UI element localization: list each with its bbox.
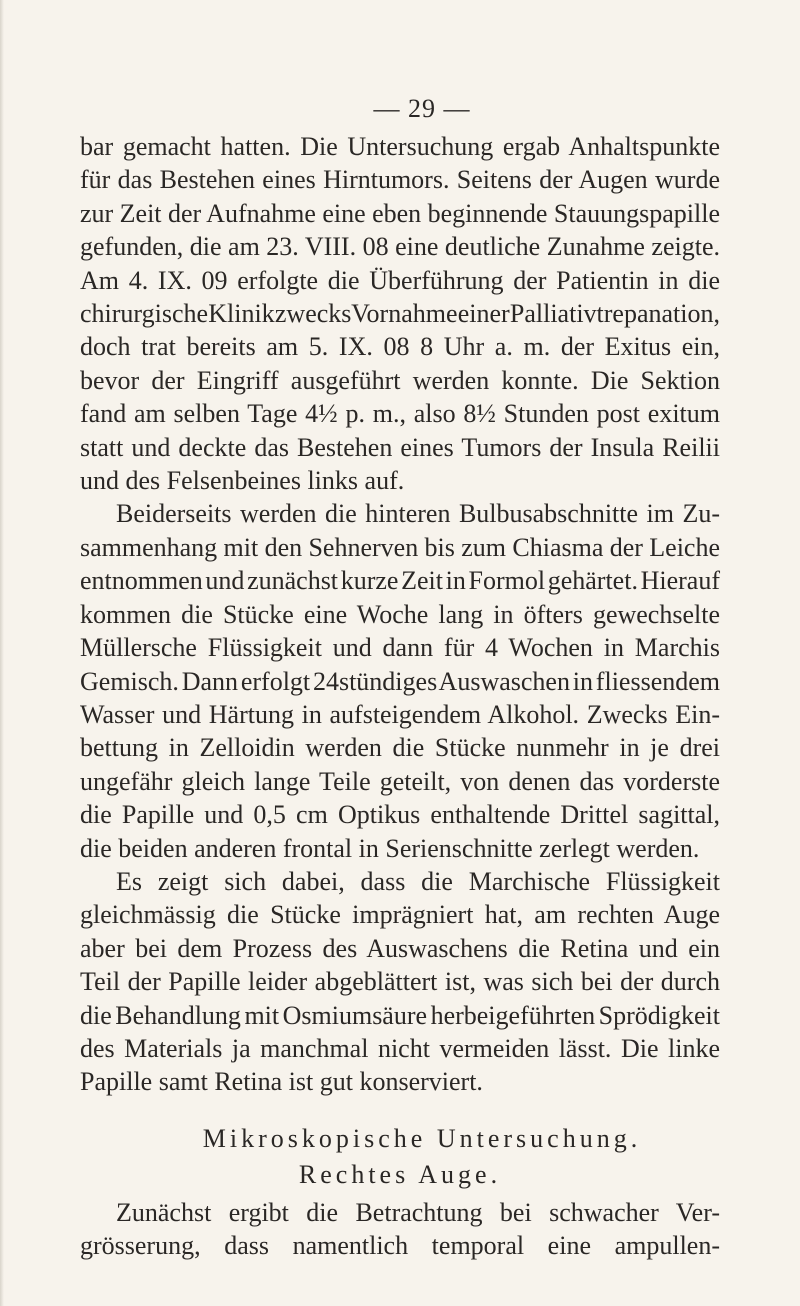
- text-line: bar gemacht hatten. Die Untersuchung ergab Anhaltspunkte: [80, 132, 720, 161]
- text-line: Gemisch. Dann erfolgt 24stündiges Auswaschen in fliessendem: [80, 666, 720, 696]
- text-line: entnommen und zunächst kurze Zeit in Formol gehärtet. Hierauf: [80, 566, 720, 596]
- page-number: — 29 —: [373, 94, 471, 123]
- text-line: die beiden anderen frontal in Serienschnitte zerlegt werden.: [80, 833, 700, 863]
- section-heading: Mikroskopische Untersuchung.: [202, 1124, 642, 1153]
- paragraph-2: [80, 497, 720, 864]
- text-line: gleichmässig die Stücke imprägniert hat, am rechten Auge: [80, 900, 720, 930]
- text-line: Zunächst ergibt die Betrachtung bei schwacher Ver-: [116, 1198, 720, 1227]
- text-line: Beiderseits werden die hinteren Bulbusabschnitte im Zu-: [116, 499, 720, 529]
- text-line: des Materials ja manchmal nicht vermeiden lässt. Die linke: [80, 1033, 720, 1063]
- text-line: bettung in Zelloidin werden die Stücke nunmehr in je drei: [80, 733, 720, 763]
- text-line: doch trat bereits am 5. IX. 08 8 Uhr a. m. der Exitus ein,: [80, 332, 720, 362]
- text-line: die Behandlung mit Osmiumsäure herbeigeführten Sprödigkeit: [80, 1000, 720, 1030]
- text-line: ungefähr gleich lange Teile geteilt, von denen das vorderste: [80, 766, 720, 796]
- paragraph-1: [80, 130, 720, 497]
- text-line: Es zeigt sich dabei, dass die Marchische Flüssigkeit: [116, 866, 720, 896]
- text-line: Teil der Papille leider abgeblättert ist, was sich bei der durch: [80, 967, 720, 997]
- subsection-heading: Rechtes Auge.: [298, 1160, 502, 1189]
- text-line: die Papille und 0,5 cm Optikus enthaltende Drittel sagittal,: [80, 800, 720, 830]
- text-line: für das Bestehen eines Hirntumors. Seitens der Augen wurde: [80, 165, 720, 195]
- text-line: Wasser und Härtung in aufsteigendem Alkohol. Zwecks Ein-: [80, 699, 720, 729]
- text-line: chirurgische Klinik zwecks Vornahme einer Palliativtrepanation,: [80, 299, 720, 329]
- paragraph-3: [80, 865, 720, 1099]
- text-line: Am 4. IX. 09 erfolgte die Überführung der Patientin in die: [80, 265, 720, 295]
- body-text: [80, 130, 720, 1099]
- page-edge: [0, 0, 4, 1306]
- text-line: gefunden, die am 23. VIII. 08 eine deutliche Zunahme zeigte.: [80, 232, 720, 262]
- paragraph-4: [80, 1196, 720, 1263]
- text-line: zur Zeit der Aufnahme eine eben beginnende Stauungspapille: [80, 198, 720, 228]
- text-line: aber bei dem Prozess des Auswaschens die Retina und ein: [80, 933, 720, 963]
- text-line: fand am selben Tage 4½ p. m., also 8½ Stunden post exitum: [80, 399, 720, 429]
- text-line: sammenhang mit den Sehnerven bis zum Chiasma der Leiche: [80, 532, 720, 562]
- text-line: Müllersche Flüssigkeit und dann für 4 Wochen in Marchis: [80, 633, 720, 663]
- text-line: kommen die Stücke eine Woche lang in öfters gewechselte: [80, 599, 720, 629]
- text-line: grösserung, dass namentlich temporal eine ampullen-: [80, 1231, 720, 1261]
- text-line: und des Felsenbeines links auf.: [80, 466, 405, 496]
- text-line: Papille samt Retina ist gut konserviert.: [80, 1067, 483, 1097]
- text-line: bevor der Eingriff ausgeführt werden konnte. Die Sektion: [80, 365, 720, 395]
- text-line: statt und deckte das Bestehen eines Tumors der Insula Reilii: [80, 432, 720, 462]
